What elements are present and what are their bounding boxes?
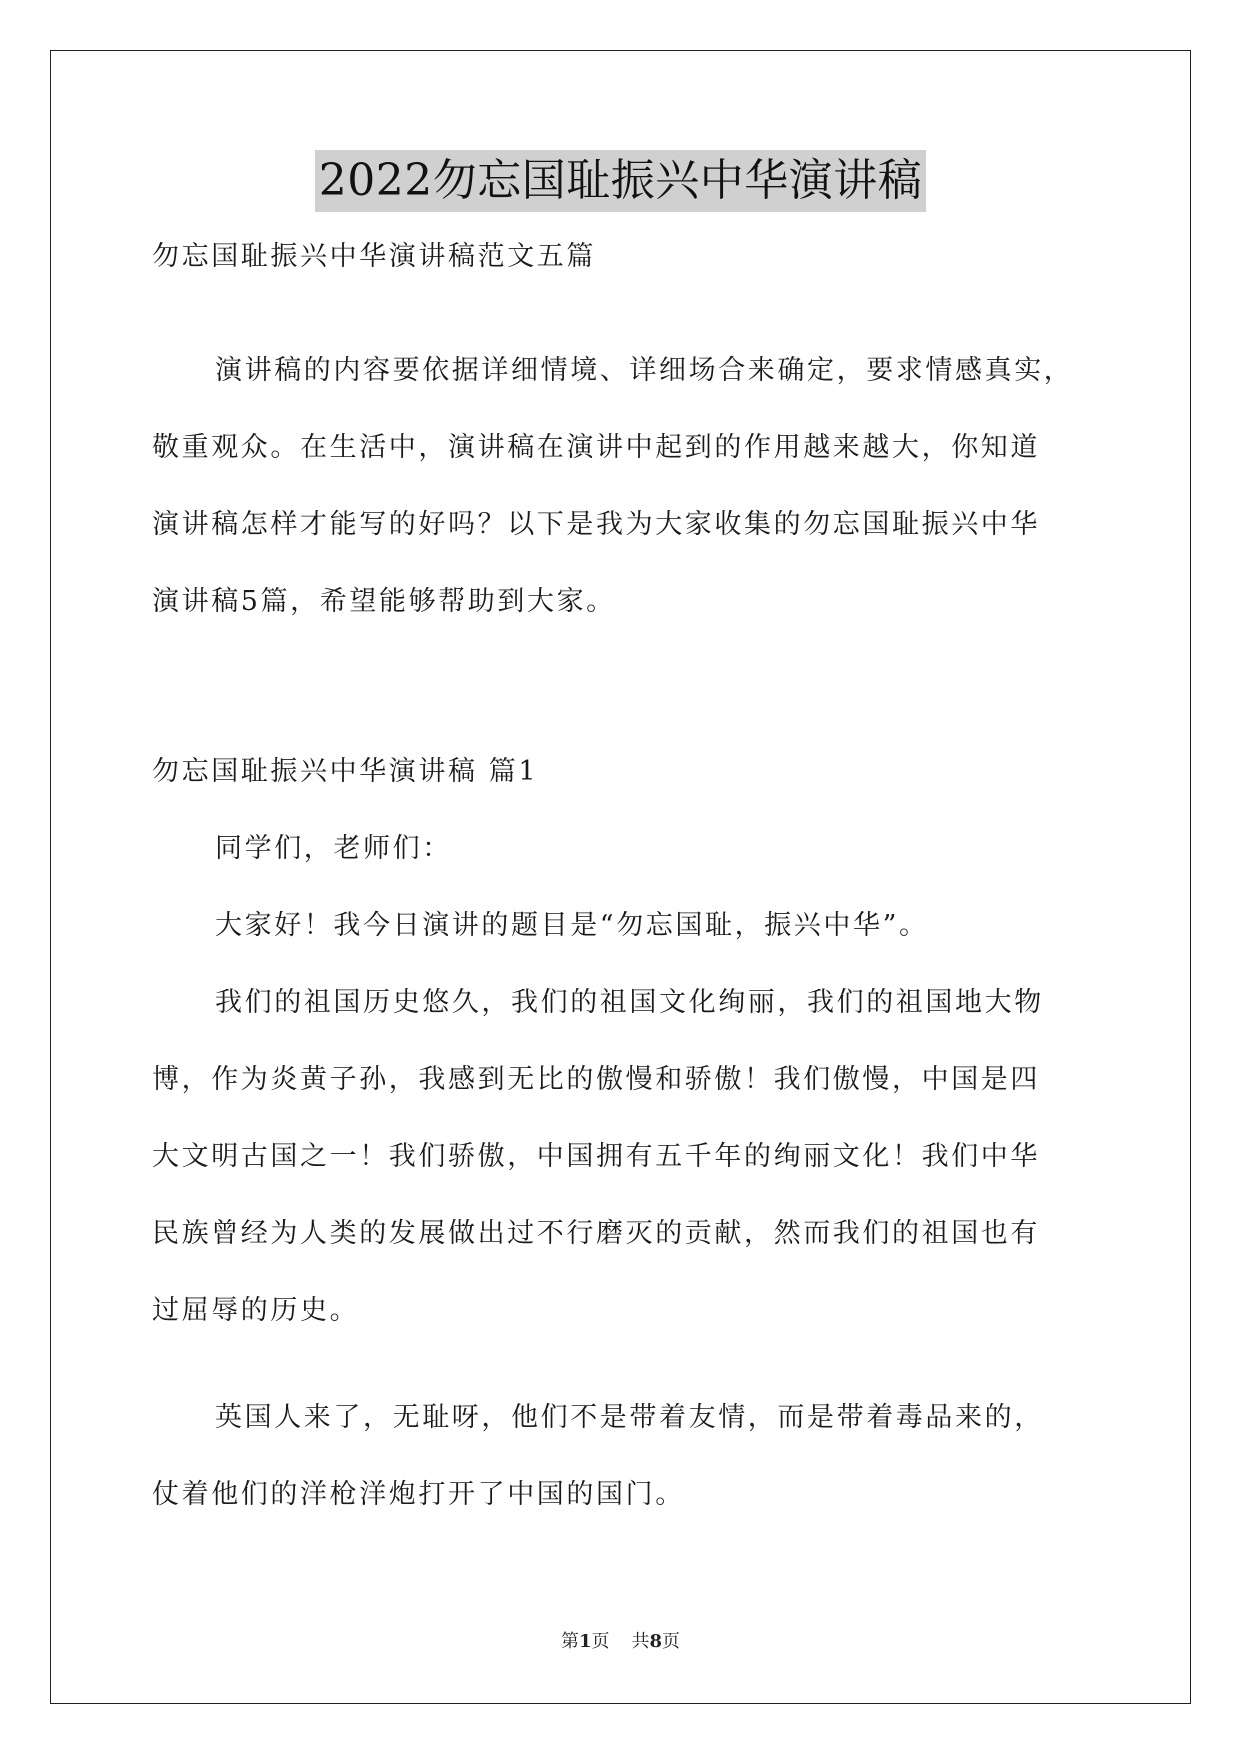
section-heading: 勿忘国耻振兴中华演讲稿 篇1 — [152, 756, 539, 787]
document-title: 2022勿忘国耻振兴中华演讲稿 — [315, 150, 926, 212]
total-suffix: 页 — [662, 1631, 681, 1652]
paragraph-line: 过屈辱的历史。 — [152, 1295, 360, 1326]
paragraph-line: 博，作为炎黄子孙，我感到无比的傲慢和骄傲！我们傲慢，中国是四 — [152, 1064, 1040, 1095]
page-border — [50, 50, 1191, 1704]
page-current: 1 — [578, 1631, 592, 1652]
paragraph-line: 英国人来了，无耻呀，他们不是带着友情，而是带着毒品来的， — [215, 1402, 1044, 1433]
page-prefix: 第 — [560, 1631, 579, 1652]
salutation: 同学们，老师们： — [215, 833, 452, 864]
greeting: 大家好！我今日演讲的题目是“勿忘国耻，振兴中华”。 — [215, 910, 929, 941]
paragraph-line: 我们的祖国历史悠久，我们的祖国文化绚丽，我们的祖国地大物 — [215, 987, 1044, 1018]
paragraph-line: 大文明古国之一！我们骄傲，中国拥有五千年的绚丽文化！我们中华 — [152, 1141, 1040, 1172]
subtitle: 勿忘国耻振兴中华演讲稿范文五篇 — [152, 241, 596, 272]
paragraph-line: 仗着他们的洋枪洋炮打开了中国的国门。 — [152, 1479, 685, 1510]
title-container — [0, 150, 1241, 212]
intro-line: 演讲稿5篇，希望能够帮助到大家。 — [152, 586, 616, 617]
page-footer — [0, 1629, 1241, 1655]
intro-line: 演讲稿怎样才能写的好吗？以下是我为大家收集的勿忘国耻振兴中华 — [152, 509, 1040, 540]
page-total: 8 — [649, 1631, 663, 1652]
total-prefix: 共 — [631, 1631, 650, 1652]
intro-line: 敬重观众。在生活中，演讲稿在演讲中起到的作用越来越大，你知道 — [152, 432, 1040, 463]
paragraph-line: 民族曾经为人类的发展做出过不行磨灭的贡献，然而我们的祖国也有 — [152, 1218, 1040, 1249]
intro-line: 演讲稿的内容要依据详细情境、详细场合来确定，要求情感真实， — [215, 355, 1074, 386]
page-suffix: 页 — [591, 1631, 610, 1652]
